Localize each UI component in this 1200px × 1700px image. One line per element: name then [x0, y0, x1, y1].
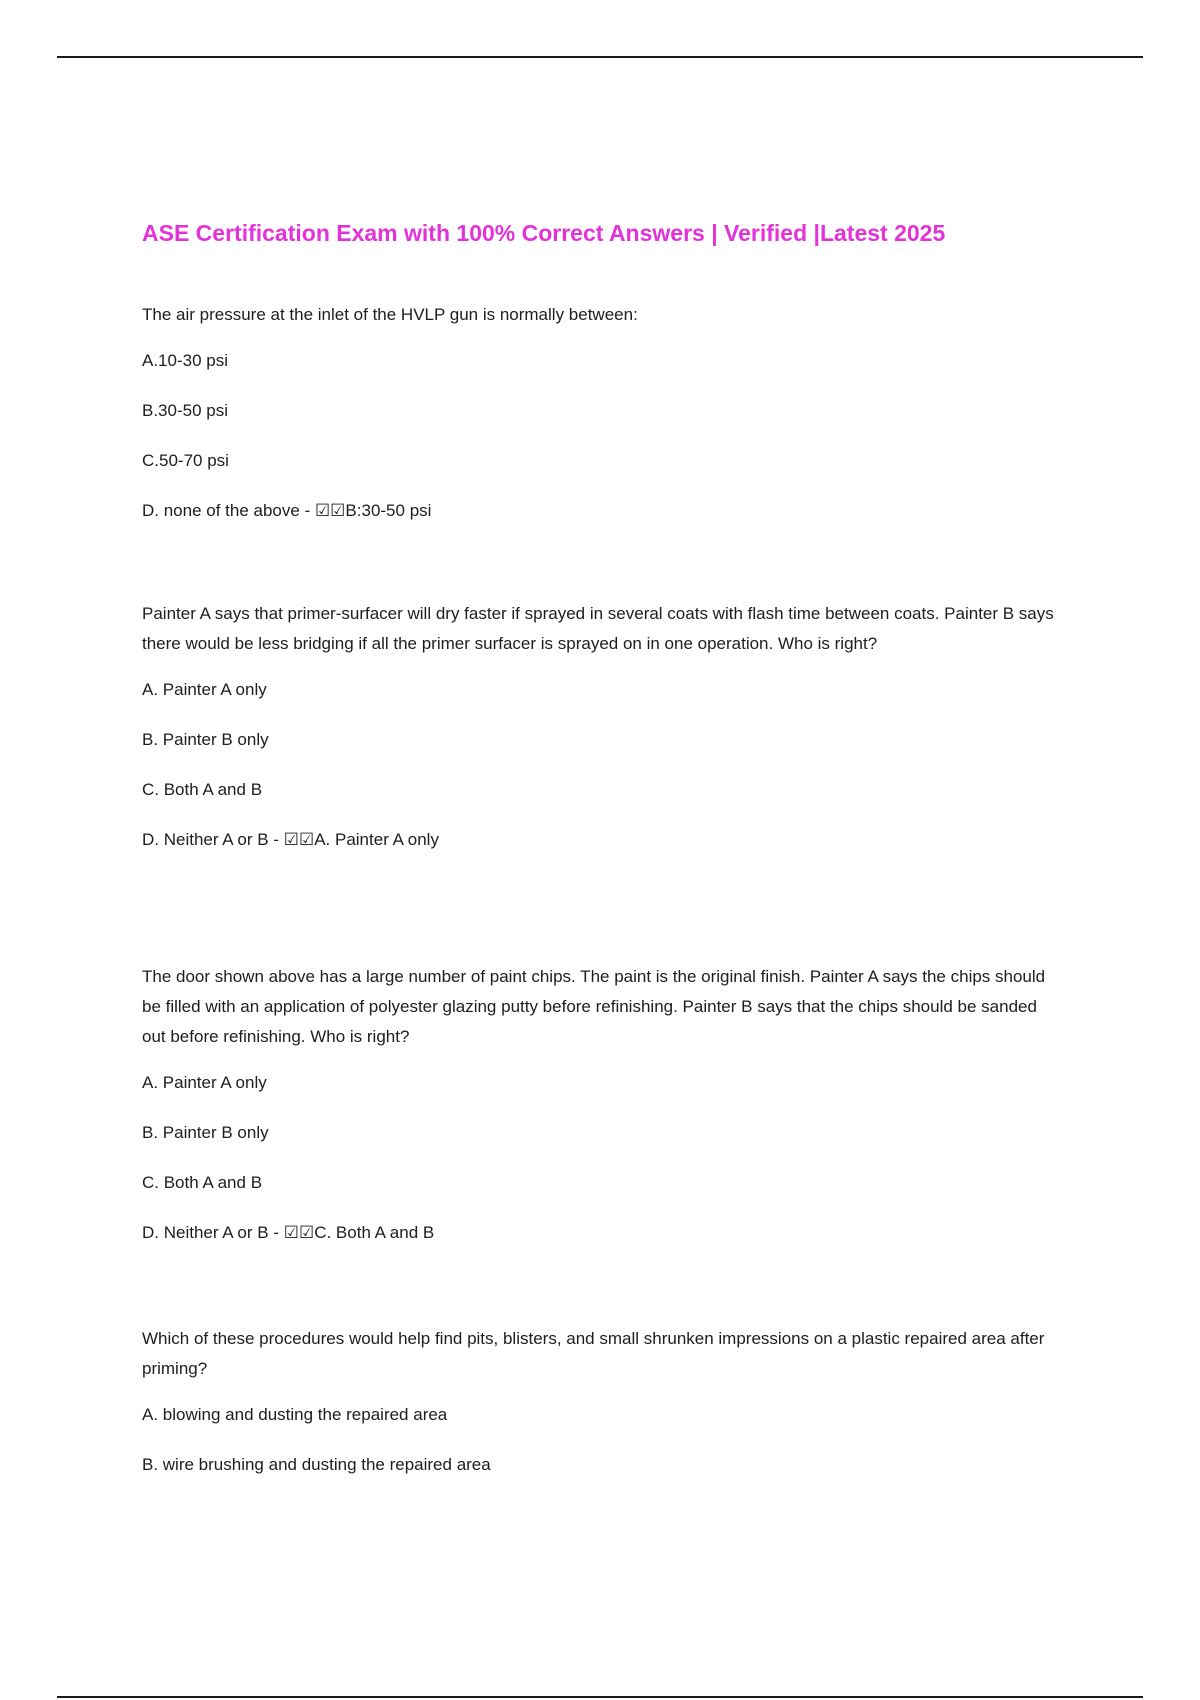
option-b: B. Painter B only: [142, 730, 269, 749]
option-a: A. Painter A only: [142, 680, 267, 699]
option-a: A.10-30 psi: [142, 351, 228, 370]
question-text: The air pressure at the inlet of the HVLP gun is normally between:: [142, 305, 638, 324]
option-b: B. Painter B only: [142, 1123, 269, 1142]
document-title: ASE Certification Exam with 100% Correct Answers | Verified |Latest 2025: [142, 220, 946, 246]
question-1: [142, 300, 1062, 522]
option-b: B.30-50 psi: [142, 401, 228, 420]
top-rule: [57, 56, 1143, 58]
option-a: A. blowing and dusting the repaired area: [142, 1405, 448, 1424]
option-d-answer: D. none of the above - ☑☑B:30-50 psi: [142, 501, 432, 520]
question-text: The door shown above has a large number of paint chips. The paint is the original finish. Painter A says the chips should be filled with an application of polyester glazing putty before refinishing. Painter B says that the chips should be sanded out before refinishing. Who is right?: [142, 967, 1046, 1046]
option-c: C. Both A and B: [142, 780, 263, 799]
question-text: Which of these procedures would help find pits, blisters, and small shrunken impressions on a plastic repaired area after priming?: [142, 1329, 1045, 1378]
option-b: B. wire brushing and dusting the repaired area: [142, 1455, 491, 1474]
option-d-answer: D. Neither A or B - ☑☑C. Both A and B: [142, 1223, 435, 1242]
question-4: [142, 1324, 1062, 1476]
option-c: C.50-70 psi: [142, 451, 229, 470]
question-2: [142, 599, 1062, 851]
bottom-rule: [57, 1696, 1143, 1698]
option-a: A. Painter A only: [142, 1073, 267, 1092]
option-c: C. Both A and B: [142, 1173, 263, 1192]
question-3: [142, 962, 1062, 1244]
option-d-answer: D. Neither A or B - ☑☑A. Painter A only: [142, 830, 439, 849]
question-text: Painter A says that primer-surfacer will dry faster if sprayed in several coats with flash time between coats. Painter B says there would be less bridging if all the primer surfacer is sprayed on in one operation. Who is right?: [142, 604, 1054, 653]
